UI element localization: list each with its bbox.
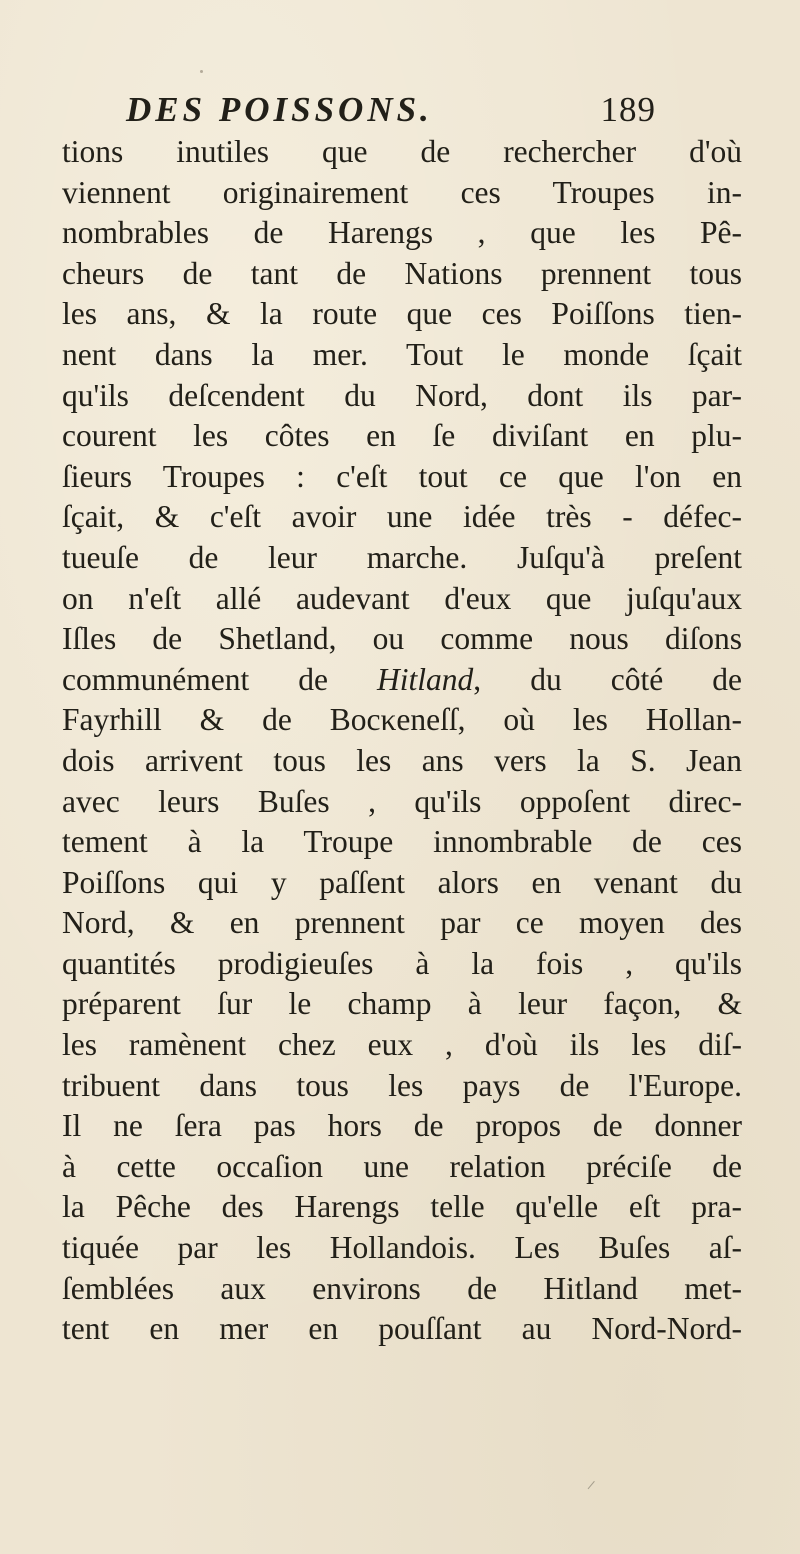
page-number: 189 bbox=[600, 90, 656, 129]
text-line: les ans, & la route que ces Poiſſons tien- bbox=[62, 296, 742, 332]
text-line: tent en mer en pouſſant au Nord-Nord- bbox=[62, 1311, 742, 1347]
text-line: Fayrhill & de Bocκeneſſ, où les Hollan- bbox=[62, 702, 742, 738]
paper-speck bbox=[200, 70, 203, 73]
text-line: tement à la Troupe innombrable de ces bbox=[62, 824, 742, 860]
text-line: communément de Hitland, du côté de bbox=[62, 661, 742, 697]
ink-mark bbox=[588, 1481, 600, 1493]
text-line: qu'ils deſcendent du Nord, dont ils par- bbox=[62, 377, 742, 413]
text-line: avec leurs Buſes , qu'ils oppoſent direc- bbox=[62, 783, 742, 819]
running-head bbox=[126, 88, 656, 132]
text-line: quantités prodigieuſes à la fois , qu'ils bbox=[62, 945, 742, 981]
text-line: tiquée par les Hollandois. Les Buſes aſ- bbox=[62, 1230, 742, 1266]
text-line: à cette occaſion une relation préciſe de bbox=[62, 1148, 742, 1184]
text-line: préparent ſur le champ à leur façon, & bbox=[62, 986, 742, 1022]
text-line: cheurs de tant de Nations prennent tous bbox=[62, 255, 742, 291]
italic-word: Hitland bbox=[377, 661, 474, 697]
text-line: ſemblées aux environs de Hitland met- bbox=[62, 1270, 742, 1306]
text-line: nent dans la mer. Tout le monde ſçait bbox=[62, 336, 742, 372]
text-line: dois arrivent tous les ans vers la S. Jean bbox=[62, 742, 742, 778]
text-line: tions inutiles que de rechercher d'où bbox=[62, 134, 742, 169]
text-line: Poiſſons qui y paſſent alors en venant du bbox=[62, 864, 742, 900]
text-line: viennent originairement ces Troupes in- bbox=[62, 174, 742, 210]
text-line: on n'eſt allé audevant d'eux que juſqu'aux bbox=[62, 580, 742, 616]
text-line: les ramènent chez eux , d'où ils les diſ- bbox=[62, 1027, 742, 1063]
text-line: Il ne ſera pas hors de propos de donner bbox=[62, 1108, 742, 1144]
text-line: la Pêche des Harengs telle qu'elle eſt pra- bbox=[62, 1189, 742, 1225]
text-line: courent les côtes en ſe diviſant en plu- bbox=[62, 418, 742, 454]
text-line: tribuent dans tous les pays de l'Europe. bbox=[62, 1067, 742, 1103]
running-head-title: DES POISSONS. bbox=[126, 90, 433, 129]
body-text bbox=[62, 132, 742, 1350]
text-line: Nord, & en prennent par ce moyen des bbox=[62, 905, 742, 941]
text-line: tueuſe de leur marche. Juſqu'à preſent bbox=[62, 539, 742, 575]
text-line: ſçait, & c'eſt avoir une idée très - défec- bbox=[62, 499, 742, 535]
text-line: nombrables de Harengs , que les Pê- bbox=[62, 215, 742, 251]
text-line: Iſles de Shetland, ou comme nous diſons bbox=[62, 621, 742, 657]
text-line: ſieurs Troupes : c'eſt tout ce que l'on en bbox=[62, 458, 742, 494]
